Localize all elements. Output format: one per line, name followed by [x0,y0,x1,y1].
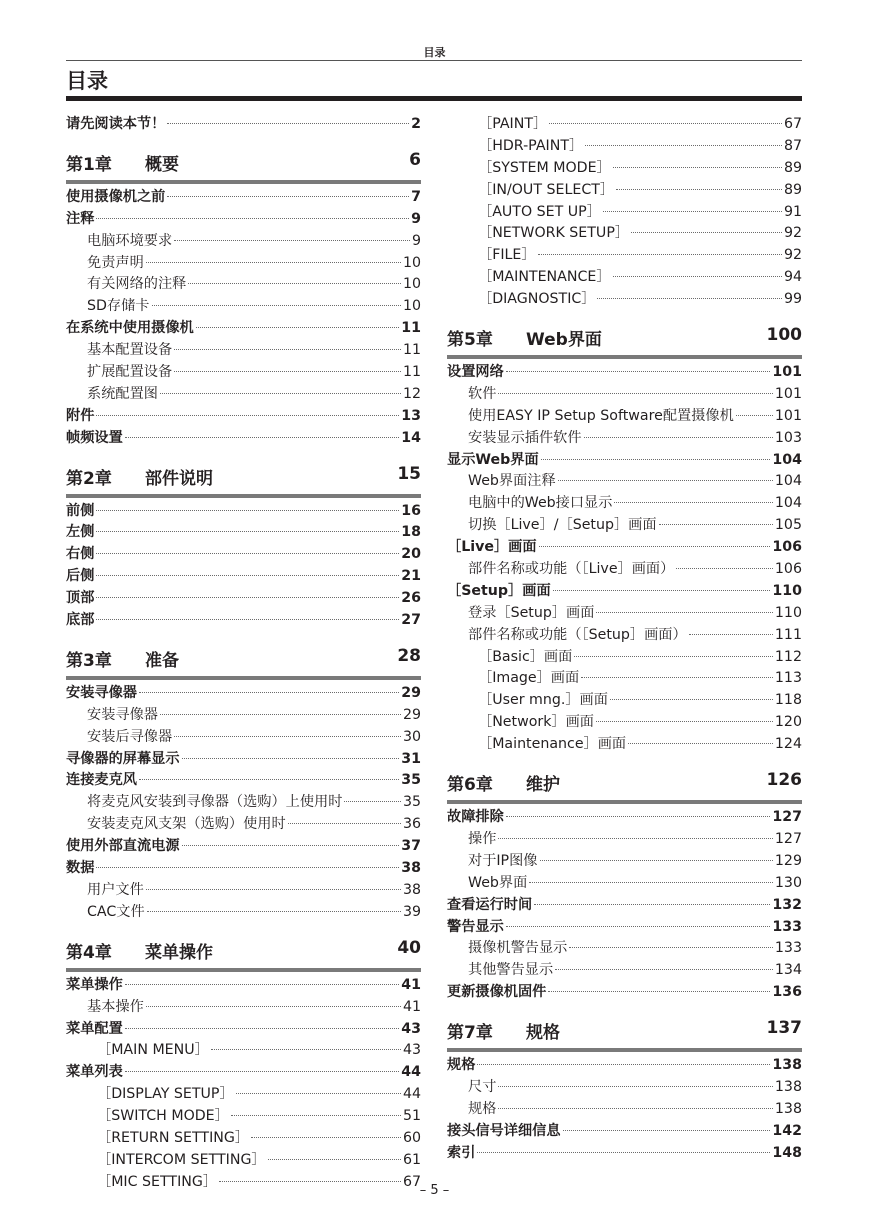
chapter-heading[interactable] [447,317,802,359]
toc-subentry[interactable]: Web界面注释 104 [468,473,802,490]
toc-subentry[interactable]: ［IN/OUT SELECT］ 89 [478,181,802,198]
chapter-number: 第3章 [66,650,112,671]
chapter-heading[interactable] [66,930,421,972]
toc-subentry[interactable]: CAC文件 39 [87,903,421,920]
chapter-rule [447,355,802,359]
chapter-number: 第7章 [447,1023,493,1044]
chapter-number: 第5章 [447,330,493,351]
toc-entry[interactable]: 寻像器的屏幕显示 31 [66,750,421,767]
chapter-number: 第1章 [66,154,112,175]
chapter-heading[interactable] [447,1010,802,1052]
chapter-rule [447,800,802,804]
toc-subentry[interactable]: ［Network］画面 120 [478,714,802,731]
toc-entry[interactable]: 设置网络 101 [447,364,802,381]
toc-entry[interactable]: 索引 148 [447,1144,802,1161]
toc-subentry[interactable]: 安装麦克风支架（选购）使用时 36 [87,816,421,833]
running-header: 目录 [423,46,446,59]
toc-subentry[interactable]: 对于IP图像 129 [468,852,802,869]
chapter-rule [66,676,421,680]
toc-subentry[interactable]: 安装后寻像器 30 [87,728,421,745]
toc-subentry[interactable]: ［Basic］画面 112 [478,648,802,665]
chapter-rule [66,180,421,184]
toc-entry[interactable]: 注释 9 [66,210,421,227]
chapter-title: 概要 [145,154,179,175]
toc-subentry[interactable]: ［INTERCOM SETTING］ 61 [97,1151,421,1168]
toc-subentry[interactable]: 使用EASY IP Setup Software配置摄像机 101 [468,407,802,424]
toc-subentry[interactable]: 电脑中的Web接口显示 104 [468,495,802,512]
toc-entry[interactable]: 连接麦克风 35 [66,772,421,789]
title-rule [66,96,802,101]
toc-subentry[interactable]: 用户文件 38 [87,881,421,898]
toc-subentry[interactable]: ［Maintenance］画面 124 [478,736,802,753]
toc-subentry[interactable]: ［SWITCH MODE］ 51 [97,1108,421,1125]
chapter-page: 6 [409,149,421,170]
chapter-heading[interactable] [66,638,421,680]
toc-entry[interactable]: 显示Web界面 104 [447,451,802,468]
toc-entry[interactable]: 接头信号详细信息 142 [447,1122,802,1139]
chapter-page: 137 [766,1018,802,1039]
toc-right-column [447,114,802,1165]
toc-subentry[interactable]: 系统配置图 12 [87,385,421,402]
toc-entry[interactable]: 菜单配置 43 [66,1020,421,1037]
toc-entry[interactable]: 警告显示 133 [447,918,802,935]
toc-entry[interactable]: 规格 138 [447,1057,802,1074]
chapter-heading[interactable] [447,762,802,804]
toc-entry[interactable]: 底部 27 [66,612,421,629]
toc-entry[interactable]: 菜单操作 41 [66,976,421,993]
toc-subentry[interactable]: 扩展配置设备 11 [87,364,421,381]
chapter-number: 第6章 [447,775,493,796]
toc-entry[interactable]: 左侧 18 [66,524,421,541]
toc-subentry[interactable]: 软件 101 [468,385,802,402]
header-rule [66,60,802,61]
toc-entry[interactable]: 安装寻像器 29 [66,684,421,701]
toc-subentry[interactable]: ［PAINT］ 67 [478,116,802,132]
toc-entry[interactable]: 请先阅读本节！ 2 [66,116,421,132]
toc-subentry[interactable]: ［User mng.］画面 118 [478,692,802,709]
toc-subentry[interactable]: 操作 127 [468,830,802,847]
toc-entry[interactable]: 前侧 16 [66,502,421,519]
chapter-page: 15 [397,463,421,484]
page-number: – 5 – [419,1183,450,1198]
toc-subentry[interactable]: 其他警告显示 134 [468,962,802,979]
toc-subentry[interactable]: 摄像机警告显示 133 [468,940,802,957]
toc-subentry[interactable]: 尺寸 138 [468,1078,802,1095]
toc-entry[interactable]: 更新摄像机固件 136 [447,984,802,1001]
toc-subentry[interactable]: ［MAIN MENU］ 43 [97,1042,421,1059]
toc-subentry[interactable]: 将麦克风安装到寻像器（选购）上使用时 35 [87,794,421,811]
toc-subentry[interactable]: ［DIAGNOSTIC］ 99 [478,291,802,308]
toc-subentry[interactable]: ［HDR-PAINT］ 87 [478,137,802,154]
chapter-title: 规格 [526,1023,560,1044]
toc-entry[interactable]: 右侧 20 [66,546,421,563]
chapter-rule [66,494,421,498]
toc-entry[interactable]: 帧频设置 14 [66,429,421,446]
toc-entry[interactable]: 顶部 26 [66,590,421,607]
chapter-page: 40 [397,937,421,958]
chapter-rule [447,1048,802,1052]
chapter-title: 部件说明 [145,468,213,489]
chapter-rule [66,968,421,972]
toc-entry[interactable]: 在系统中使用摄像机 11 [66,320,421,337]
chapter-heading[interactable] [66,142,421,184]
chapter-title: 维护 [526,775,560,796]
toc-subentry[interactable]: 部件名称或功能（［Live］画面） 106 [468,561,802,578]
chapter-title: Web界面 [526,330,602,351]
toc-entry[interactable]: 菜单列表 44 [66,1064,421,1081]
toc-entry[interactable]: ［Live］画面 106 [447,539,802,556]
toc-subentry[interactable]: SD存储卡 10 [87,298,421,315]
toc-subentry[interactable]: 部件名称或功能（［Setup］画面） 111 [468,626,802,643]
toc-entry[interactable]: 查看运行时间 132 [447,896,802,913]
chapter-page: 126 [766,770,802,791]
chapter-heading[interactable] [66,456,421,498]
toc-subentry[interactable]: 登录［Setup］画面 110 [468,604,802,621]
toc-subentry[interactable]: 电脑环境要求 9 [87,232,421,249]
toc-subentry[interactable]: 规格 138 [468,1100,802,1117]
toc-subentry[interactable]: 免责声明 10 [87,254,421,271]
toc-subentry[interactable]: 安装显示插件软件 103 [468,429,802,446]
toc-subentry[interactable]: ［FILE］ 92 [478,247,802,264]
toc-entry[interactable]: ［Setup］画面 110 [447,582,802,599]
toc-subentry[interactable]: ［MIC SETTING］ 67 [97,1173,421,1190]
chapter-page: 100 [766,325,802,346]
toc-subentry[interactable]: ［DISPLAY SETUP］ 44 [97,1086,421,1103]
chapter-page: 28 [397,645,421,666]
chapter-number: 第2章 [66,468,112,489]
toc-subentry[interactable]: ［SYSTEM MODE］ 89 [478,159,802,176]
chapter-number: 第4章 [66,942,112,963]
chapter-title: 准备 [145,650,179,671]
toc-entry[interactable]: 数据 38 [66,860,421,877]
toc-entry[interactable]: 使用外部直流电源 37 [66,838,421,855]
toc-left-column [66,114,421,1194]
toc-subentry[interactable]: 基本操作 41 [87,998,421,1015]
page-title: 目录 [66,69,108,93]
toc-subentry[interactable]: ［AUTO SET UP］ 91 [478,203,802,220]
toc-subentry[interactable]: ［MAINTENANCE］ 94 [478,269,802,286]
toc-entry[interactable]: 使用摄像机之前 7 [66,188,421,205]
chapter-title: 菜单操作 [145,942,213,963]
toc-subentry[interactable]: 基本配置设备 11 [87,342,421,359]
toc-entry[interactable]: 故障排除 127 [447,809,802,826]
toc-subentry[interactable]: 有关网络的注释 10 [87,276,421,293]
toc-subentry[interactable]: Web界面 130 [468,874,802,891]
toc-subentry[interactable]: ［RETURN SETTING］ 60 [97,1129,421,1146]
toc-subentry[interactable]: ［NETWORK SETUP］ 92 [478,225,802,242]
toc-entry[interactable]: 附件 13 [66,407,421,424]
toc-subentry[interactable]: ［Image］画面 113 [478,670,802,687]
toc-entry[interactable]: 后侧 21 [66,568,421,585]
toc-subentry[interactable]: 安装寻像器 29 [87,706,421,723]
toc-subentry[interactable]: 切换［Live］/［Setup］画面 105 [468,517,802,534]
